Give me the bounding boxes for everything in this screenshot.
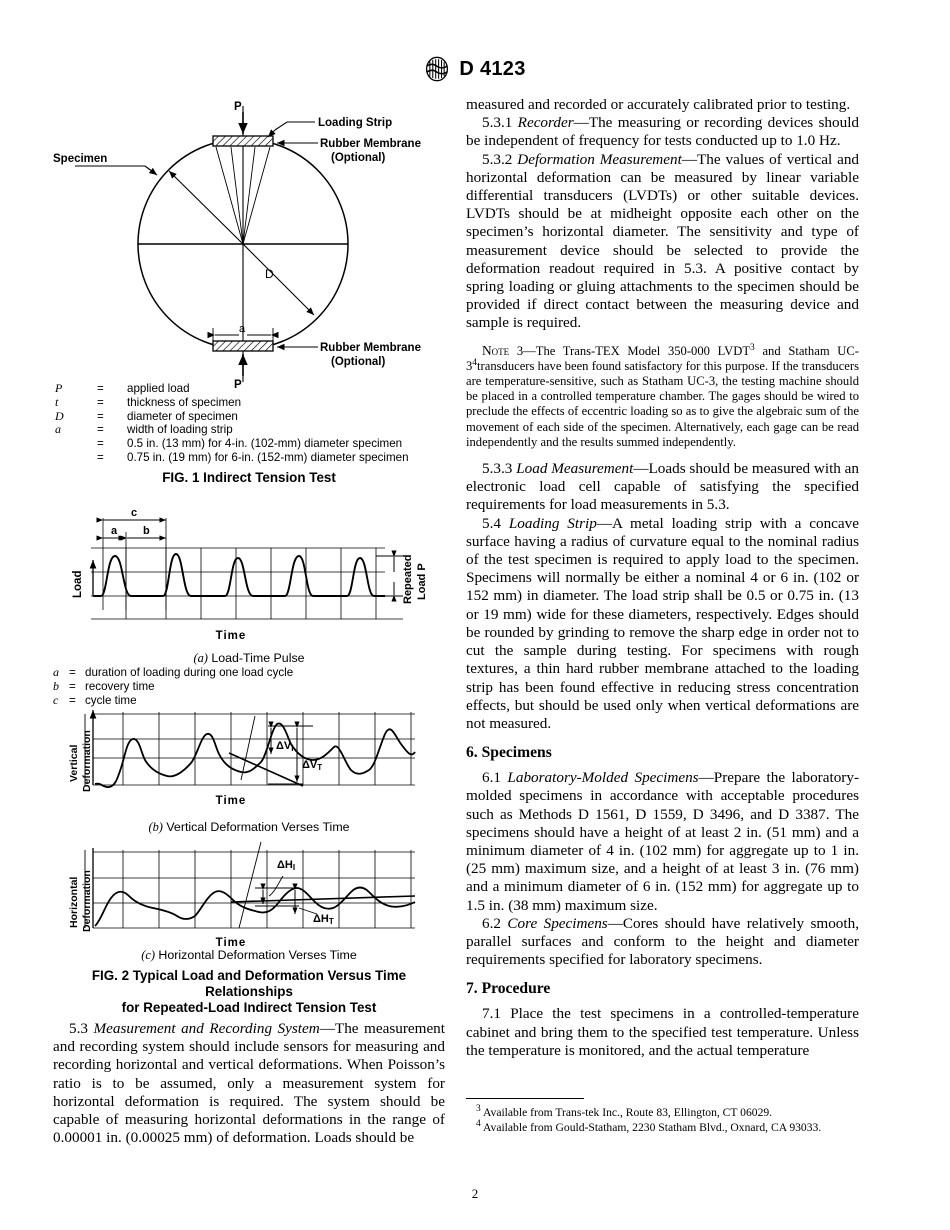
figure1-label-p-top: P <box>234 101 242 113</box>
legend-description: cycle time <box>85 693 137 707</box>
paragraph-5-3-2 <box>466 151 859 333</box>
right-column-text <box>466 96 859 1060</box>
figure1-label-rubber-membrane-top-optional: (Optional) <box>331 152 386 164</box>
paragraph-number: 5.3.2 <box>482 150 513 168</box>
legend-row <box>53 666 293 680</box>
left-column-text <box>53 1020 445 1147</box>
paragraph-text: —The measurement and recording system should include sensors for measuring and recording horizontal and vertical deformations. When Poisson’s ratio is to be assumed, only a measurement system for horizontal deformation is required. The system should be capable of measuring horizontal deformations in the range of 0.00001 in. (0.00025 mm) of deformation. Loads should be <box>53 1020 445 1147</box>
paragraph-title: Measurement and Recording System <box>93 1020 320 1037</box>
figure-2b-vertical-deformation-chart <box>63 708 443 818</box>
figure-1-legend <box>55 382 409 465</box>
note-3 <box>466 343 859 450</box>
note-footnote-ref-3: 3 <box>750 342 755 353</box>
paragraph-title: Laboratory-Molded Specimens <box>507 769 699 787</box>
spacer <box>466 333 859 343</box>
footnote-marker: 3 <box>476 1104 481 1115</box>
document-number: D 4123 <box>459 57 526 80</box>
paragraph-text: Place the test specimens in a controlled-temperature cabinet and bring them to the specified test temperature. Unless the temperature is monitored, and the actual temperature <box>466 1005 859 1059</box>
legend-equals: = <box>97 409 104 423</box>
paragraph-number: 6.2 <box>482 914 501 932</box>
figure-2b-sub-caption-prefix: (b) <box>148 820 163 834</box>
footnote-separator <box>466 1098 584 1099</box>
footnote-3 <box>466 1106 859 1120</box>
legend-description: thickness of specimen <box>127 395 242 409</box>
paragraph-6-2 <box>466 915 859 970</box>
figure2a-right-label-1: Repeated <box>402 554 414 604</box>
figure2c-label-delta-ht: ΔHT <box>313 913 334 926</box>
legend-equals: = <box>69 693 76 707</box>
figure-2a-sub-caption-prefix: (a) <box>193 651 208 665</box>
paragraph-text: —Loads should be measured with an electronic load cell capable of satisfying the specified requirements for load measurements in 5.3. <box>466 460 860 514</box>
paragraph-title: Load Measurement <box>516 460 634 478</box>
paragraph-number: 5.3.1 <box>482 114 513 132</box>
legend-description: width of loading strip <box>127 423 233 437</box>
footnote-text: Available from Gould-Statham, 2230 Statham Blvd., Oxnard, CA 93033. <box>480 1121 822 1134</box>
legend-symbol: c <box>53 692 59 707</box>
legend-row <box>55 410 409 424</box>
page-header <box>0 56 950 82</box>
paragraph-number: 7.1 <box>482 1005 501 1023</box>
figure2b-xlabel: Time <box>215 795 247 807</box>
figure-1-caption: FIG. 1 Indirect Tension Test <box>162 470 336 485</box>
figure1-label-rubber-membrane-bottom: Rubber Membrane <box>320 342 421 354</box>
note-text-c: transducers have been found satisfactory for this purpose. If the transducers are temperature-sensitive, such as Statham UC-3, the testing machine should be placed in a controlled temperature chamber. The gages should be wired to preclude the effects of eccentric loading so as to give the algebraic sum of the movement of each side of the specimen. Alternatively, each gage can be read independently and the results summed independently. <box>466 358 859 449</box>
figure1-label-p-bottom: P <box>234 379 242 391</box>
figure2b-ylabel-line1: Vertical <box>68 744 80 782</box>
legend-description: diameter of specimen <box>127 409 238 423</box>
figure2a-dim-c: c <box>131 507 138 519</box>
legend-row <box>55 437 409 451</box>
legend-symbol: b <box>53 678 59 693</box>
figure2b-deformation-curve <box>95 723 415 787</box>
paragraph-5-3-3 <box>466 460 859 515</box>
paragraph-text: —The measuring or recording devices should be independent of frequency for tests conducted up to 1.0 Hz. <box>466 114 860 150</box>
paragraph-5-3 <box>53 1020 445 1147</box>
note-label: Note <box>482 342 510 358</box>
figure-2c-sub-caption-text: Horizontal Deformation Verses Time <box>154 948 357 962</box>
legend-equals: = <box>97 423 104 437</box>
figure2c-xlabel: Time <box>215 937 247 949</box>
figure1-label-rubber-membrane-top: Rubber Membrane <box>320 138 421 150</box>
legend-row <box>55 451 409 465</box>
legend-equals: = <box>69 679 76 693</box>
figure-2-caption-line2: for Repeated-Load Indirect Tension Test <box>121 1000 377 1015</box>
figure2a-xlabel: Time <box>215 630 247 642</box>
figure2a-ylabel: Load <box>72 570 84 598</box>
legend-description: duration of loading during one load cycle <box>85 666 294 679</box>
figure1-label-diameter: D <box>265 267 274 281</box>
figure2a-dim-b: b <box>143 525 150 537</box>
paragraph-text: —A metal loading strip with a concave surface having a radius of curvature equal to the nominal radius of the test specimen is required to apply load to the specimen. Specimens will normally be either a nominal 4 or 6 in. (102 or 152 mm) in diameter. The load strip shall be 0.5 or 0.75 in. (13 or 19 mm) wide for these diameters, respectively. Edges should be rounded by grinding to remove the sharp edge in order not to cut the sample during testing. For specimens with rough textures, a thin hard rubber membrane attached to the loading strip has been found effective in reducing stress concentration effects, but should be used only when vertical deformations are not measured. <box>466 514 859 732</box>
paragraph-6-1 <box>466 769 859 915</box>
page-number: 2 <box>471 1186 479 1201</box>
spacer <box>466 450 859 460</box>
legend-description: recovery time <box>85 679 155 693</box>
paragraph-title: Recorder <box>517 114 574 132</box>
astm-logo <box>424 56 450 82</box>
paragraph-5-4 <box>466 515 859 733</box>
figure2a-right-label-2: Load P <box>416 563 428 600</box>
legend-equals: = <box>97 395 104 409</box>
figure1-label-specimen: Specimen <box>53 153 108 165</box>
figure-2a-sub-caption-text: Load-Time Pulse <box>207 651 305 665</box>
paragraph-text: —Prepare the laboratory-molded specimens in accordance with acceptable procedures such as Methods D 1561, D 1559, D 3496, and D 3387. The specimens should have a height of at least 2 in. (51 mm) and a minimum diameter of 4 in. (102 mm) for aggregate up to 1 in. (25 mm) maximum size, and a height of at least 3 in. (76 mm) and a minimum diameter of 6 in. (152 mm) for aggregate up to 1.5 in. (38 mm) maximum size. <box>466 769 860 914</box>
heading-7-procedure: 7. Procedure <box>466 980 551 998</box>
paragraph-title: Deformation Measurement <box>517 150 682 168</box>
figure1-label-rubber-membrane-bottom-optional: (Optional) <box>331 356 386 368</box>
footnote-text: Available from Trans-tek Inc., Route 83, Ellington, CT 06029. <box>480 1106 773 1119</box>
figure2c-label-delta-hi: ΔHI <box>277 859 296 872</box>
legend-equals: = <box>97 437 104 451</box>
figure1-label-loading-strip: Loading Strip <box>318 117 393 129</box>
spacer <box>466 733 859 743</box>
legend-row <box>55 423 409 437</box>
legend-row <box>53 694 293 708</box>
figure2b-label-delta-vt: ΔVT <box>302 759 323 772</box>
paragraph-7-1 <box>466 1005 859 1060</box>
legend-equals: = <box>97 450 104 464</box>
figure-2-caption-line1: FIG. 2 Typical Load and Deformation Versus Time Relationships <box>91 968 407 999</box>
figure-2b-sub-caption-text: Vertical Deformation Verses Time <box>162 820 350 834</box>
legend-symbol: a <box>53 665 59 679</box>
paragraph-number: 5.3 <box>69 1020 88 1037</box>
figure1-label-strip-width: a <box>239 323 246 335</box>
paragraph-number: 6.1 <box>482 769 501 787</box>
note-text-b: and Statham UC-3 <box>466 343 859 373</box>
figure-2a-sub-caption <box>53 651 445 666</box>
paragraph-title: Loading Strip <box>508 514 597 532</box>
footnote-4 <box>466 1121 859 1135</box>
legend-equals: = <box>69 666 76 679</box>
paragraph-number: 5.3.3 <box>482 460 513 478</box>
spacer <box>466 969 859 979</box>
figure2c-ylabel-line1: Horizontal <box>68 876 80 928</box>
legend-description: 0.75 in. (19 mm) for 6-in. (152-mm) diameter specimen <box>127 450 409 464</box>
note-number: 3 <box>509 343 524 358</box>
legend-symbol: a <box>55 422 61 437</box>
paragraph-text: —The values of vertical and horizontal deformation can be measured by linear variable differential transducers (LVDTs) or other suitable devices. LVDTs should be at midheight opposite each other on the specimen’s horizontal diameter. The sensitivity and type of measurement device should be selected to provide the deformation readout required in 5.3. A positive contact by spring loading or gluing attachments to the specimen should be provided if direct contact between the measuring device and sample is required. <box>466 150 860 332</box>
paragraph-text: —Cores should have relatively smooth, parallel surfaces and conform to the height and diameter requirements specified for laboratory specimens. <box>466 914 859 969</box>
figure-2-caption <box>53 968 445 1016</box>
legend-symbol: P <box>55 381 63 395</box>
legend-equals: = <box>97 382 104 395</box>
paragraph-title: Core Specimens <box>507 914 608 932</box>
figure-2a-legend <box>53 666 293 707</box>
heading-6-specimens: 6. Specimens <box>466 744 552 762</box>
footnote-marker: 4 <box>476 1119 481 1130</box>
paragraph-number: 5.4 <box>482 514 501 532</box>
legend-symbol: D <box>55 408 64 423</box>
figure2b-label-delta-vi: ΔVI <box>276 740 294 753</box>
note-text-a: —The Trans-TEX Model 350-000 LVDT <box>523 343 751 358</box>
figure-2a-load-time-pulse-chart <box>63 500 443 648</box>
legend-row <box>55 396 409 410</box>
legend-symbol: t <box>55 394 59 409</box>
paragraph-5-3-1 <box>466 114 859 150</box>
legend-symbol <box>55 437 97 451</box>
footnotes <box>466 1098 859 1136</box>
legend-description: applied load <box>127 382 190 395</box>
figure-2c-sub-caption <box>53 948 445 963</box>
legend-row <box>55 382 409 396</box>
figure-2c-horizontal-deformation-chart <box>63 848 443 958</box>
legend-symbol <box>55 451 97 465</box>
figure2c-deformation-curve <box>95 888 415 927</box>
legend-description: 0.5 in. (13 mm) for 4-in. (102-mm) diameter specimen <box>127 437 403 451</box>
legend-row <box>53 680 293 694</box>
paragraph-continuation: measured and recorded or accurately calibrated prior to testing. <box>466 96 851 113</box>
figure2c-ylabel-line2: Deformation <box>81 870 93 932</box>
note-footnote-ref-4: 4 <box>472 357 478 368</box>
figure-2b-sub-caption <box>53 820 445 835</box>
figure2b-ylabel-line2: Deformation <box>81 730 93 792</box>
figure-2c-sub-caption-prefix: (c) <box>141 948 155 962</box>
figure2a-dim-a: a <box>111 525 118 537</box>
